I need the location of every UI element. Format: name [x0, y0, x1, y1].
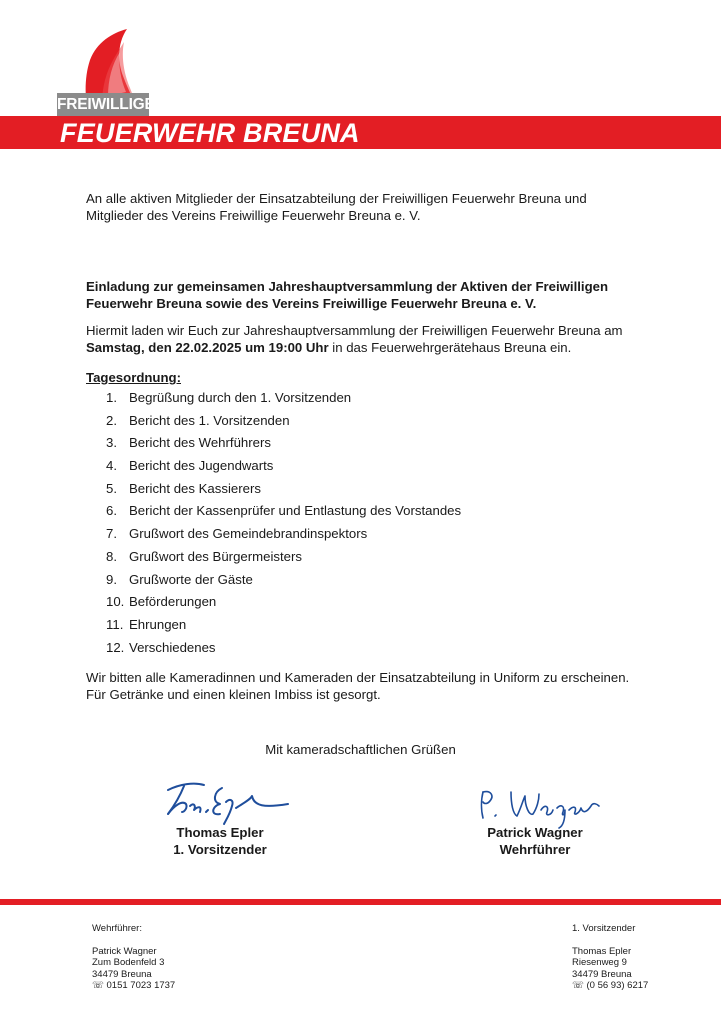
- signature-left: [160, 776, 300, 826]
- recipients-line-1: An alle aktiven Mitglieder der Einsatzabteilung der Freiwilligen Feuerwehr Breuna und: [86, 191, 587, 206]
- signature-right-block: [465, 824, 605, 858]
- agenda-item-text: Grußwort des Gemeindebrandinspektors: [129, 526, 368, 542]
- agenda-item-text: Beförderungen: [129, 594, 217, 610]
- agenda-item-text: Bericht des Kassierers: [129, 480, 261, 496]
- footer-band: [0, 899, 721, 905]
- footer-right-phone: ☏ (0 56 93) 6217: [572, 980, 649, 991]
- agenda-item-number: 4.: [106, 458, 117, 474]
- footer-left-name: Patrick Wagner: [92, 945, 157, 957]
- signer-left-name: Thomas Epler: [176, 825, 264, 840]
- agenda-item-text: Bericht des Wehrführers: [129, 435, 271, 451]
- agenda-list: [106, 389, 461, 661]
- subject-line-1: Einladung zur gemeinsamen Jahreshauptversammlung der Aktiven der Freiwilligen: [86, 279, 609, 294]
- agenda-item-number: 2.: [106, 412, 117, 428]
- agenda-item-number: 11.: [106, 616, 124, 632]
- agenda-item: [106, 502, 461, 525]
- footer-left-city: 34479 Breuna: [92, 968, 152, 980]
- brand-main-title: FEUERWEHR BREUNA: [60, 118, 360, 148]
- footer-right-street: Riesenweg 9: [572, 957, 627, 968]
- brand-top-label: FREIWILLIGE: [57, 93, 149, 116]
- closing-line-1: Wir bitten alle Kameradinnen und Kameraden der Einsatzabteilung in Uniform zu erscheinen.: [86, 670, 630, 685]
- agenda-heading: Tagesordnung:: [86, 370, 181, 385]
- agenda-item-number: 12.: [106, 639, 125, 655]
- agenda-item: [106, 525, 461, 548]
- agenda-item-text: Begrüßung durch den 1. Vorsitzenden: [129, 390, 352, 405]
- signer-right-name: Patrick Wagner: [487, 825, 583, 840]
- signature-left-block: [150, 824, 290, 858]
- agenda-item-number: 1.: [106, 390, 117, 405]
- agenda-item-text: Verschiedenes: [129, 639, 216, 655]
- recipients-line-2: Mitglieder des Vereins Freiwillige Feuerwehr Breuna e. V.: [86, 208, 421, 223]
- agenda-item-text: Bericht des Jugendwarts: [129, 458, 274, 474]
- agenda-item-text: Bericht des 1. Vorsitzenden: [129, 412, 290, 428]
- invitation-line-2: [86, 339, 666, 356]
- footer-left-phone: ☏ 0151 7023 1737: [92, 980, 176, 991]
- agenda-item-number: 8.: [106, 548, 117, 564]
- agenda-item-number: 7.: [106, 526, 117, 542]
- agenda-item: [106, 434, 461, 457]
- invitation-location: in das Feuerwehrgerätehaus Breuna ein.: [328, 340, 572, 355]
- agenda-item: [106, 480, 461, 503]
- greeting: Mit kameradschaftlichen Grüßen: [265, 742, 456, 757]
- footer-right-name: Thomas Epler: [572, 945, 632, 957]
- agenda-item-number: 6.: [106, 503, 117, 519]
- footer-left-title: Wehrführer:: [92, 923, 142, 934]
- agenda-item: [106, 457, 461, 480]
- subject-line-2: Feuerwehr Breuna sowie des Vereins Freiwillige Feuerwehr Breuna e. V.: [86, 296, 537, 311]
- agenda-item: [106, 548, 461, 571]
- footer-left-street: Zum Bodenfeld 3: [92, 957, 165, 968]
- agenda-item: [106, 616, 461, 639]
- agenda-item-number: 5.: [106, 480, 117, 496]
- agenda-item-text: Grußworte der Gäste: [129, 571, 253, 587]
- recipients: [86, 190, 666, 224]
- agenda-item: [106, 389, 461, 412]
- agenda-item: [106, 571, 461, 594]
- agenda-item-text: Bericht der Kassenprüfer und Entlastung des Vorstandes: [129, 503, 462, 519]
- agenda-item: [106, 593, 461, 616]
- footer-right-city: 34479 Breuna: [572, 968, 632, 980]
- closing: [86, 669, 666, 703]
- agenda-item: [106, 412, 461, 435]
- invitation: [86, 322, 666, 356]
- agenda-item-number: 9.: [106, 571, 117, 587]
- signer-right-role: Wehrführer: [499, 842, 571, 857]
- meeting-date: Samstag, den 22.02.2025 um 19:00 Uhr: [86, 340, 329, 355]
- footer-left: [92, 923, 175, 992]
- agenda-item: [106, 639, 461, 662]
- footer-right-title: 1. Vorsitzender: [572, 923, 636, 934]
- agenda-item-text: Grußwort des Bürgermeisters: [129, 548, 302, 564]
- agenda-item-number: 10.: [106, 594, 125, 610]
- footer-right: [572, 923, 648, 992]
- agenda-item-number: 3.: [106, 435, 117, 451]
- subject: [86, 278, 666, 312]
- agenda-item-text: Ehrungen: [129, 616, 187, 632]
- signer-left-role: 1. Vorsitzender: [173, 842, 267, 857]
- closing-line-2: Für Getränke und einen kleinen Imbiss ist gesorgt.: [86, 687, 381, 702]
- invitation-line-1: Hiermit laden wir Euch zur Jahreshauptversammlung der Freiwilligen Feuerwehr Breuna am: [86, 323, 623, 338]
